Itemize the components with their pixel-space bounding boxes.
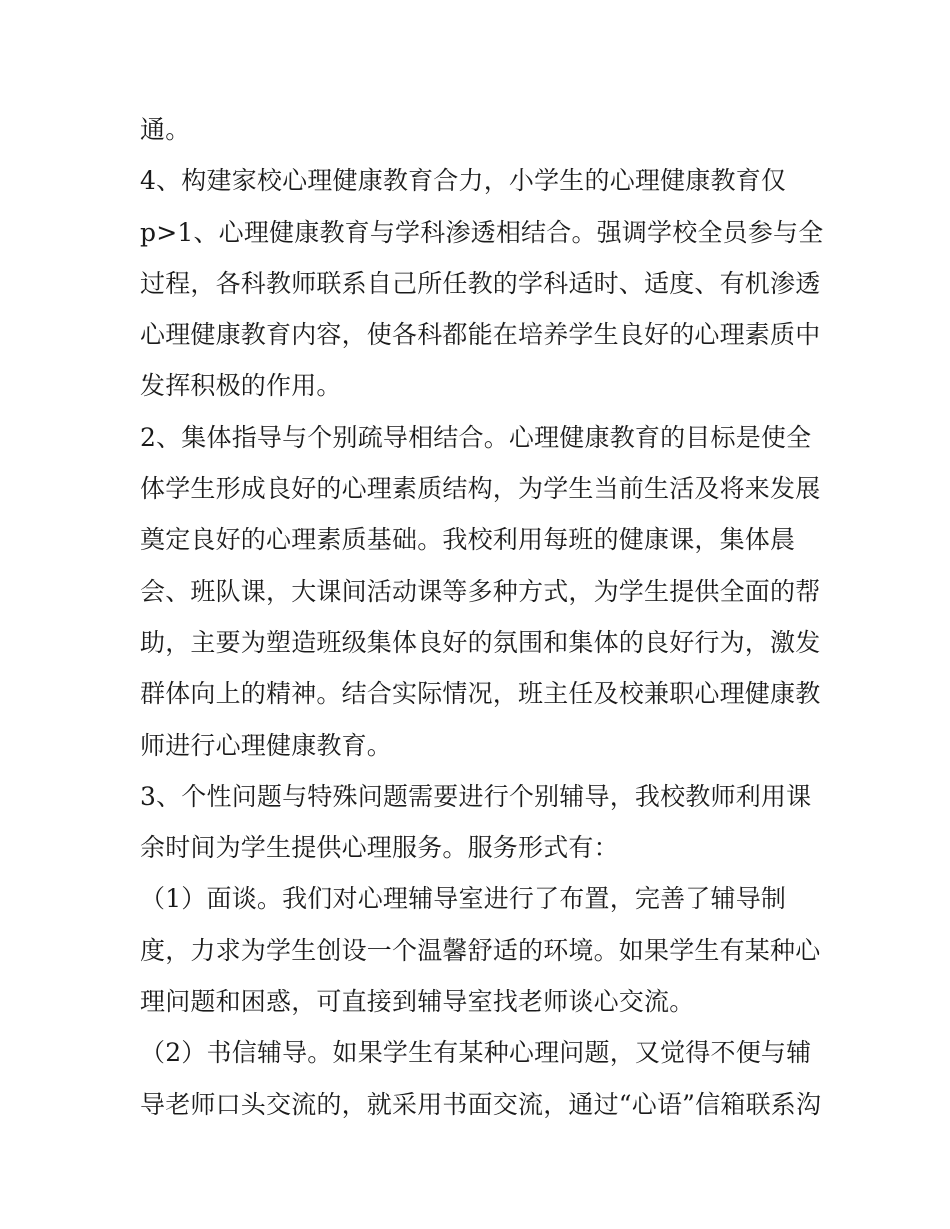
text-line: 体学生形成良好的心理素质结构，为学生当前生活及将来发展 — [140, 474, 821, 504]
text-line: 通。 — [140, 115, 191, 144]
text-line: 心理健康教育内容，使各科都能在培养学生良好的心理素质中 — [140, 320, 821, 350]
text-line: 度，力求为学生创设一个温馨舒适的环境。如果学生有某种心 — [140, 935, 821, 965]
text-line: （2）书信辅导。如果学生有某种心理问题，又觉得不便与辅 — [140, 1038, 812, 1068]
text-line: 师进行心理健康教育。 — [140, 730, 393, 760]
text-line: 4、构建家校心理健康教育合力，小学生的心理健康教育仅 — [140, 166, 787, 196]
text-line: 2、集体指导与个别疏导相结合。心理健康教育的目标是使全 — [140, 422, 812, 452]
text-line: 理问题和困惑，可直接到辅导室找老师谈心交流。 — [140, 987, 695, 1017]
text-line: 过程，各科教师联系自己所任教的学科适时、适度、有机渗透 — [140, 268, 821, 298]
document-body — [140, 104, 824, 1130]
text-line: 助，主要为塑造班级集体良好的氛围和集体的良好行为，激发 — [140, 627, 821, 657]
text-line: 导老师口头交流的，就采用书面交流，通过“心语”信箱联系沟 — [140, 1089, 822, 1119]
text-line: 会、班队课，大课间活动课等多种方式，为学生提供全面的帮 — [140, 576, 821, 606]
text-line: 3、个性问题与特殊问题需要进行个别辅导，我校教师利用课 — [140, 781, 812, 811]
text-line: 奠定良好的心理素质基础。我校利用每班的健康课，集体晨 — [140, 525, 796, 555]
text-line: （1）面谈。我们对心理辅导室进行了布置，完善了辅导制 — [140, 884, 787, 914]
text-line: p>1、心理健康教育与学科渗透相结合。强调学校全员参与全 — [140, 217, 824, 247]
text-line: 群体向上的精神。结合实际情况，班主任及校兼职心理健康教 — [140, 679, 821, 709]
text-line: 余时间为学生提供心理服务。服务形式有： — [140, 833, 619, 863]
text-line: 发挥积极的作用。 — [140, 371, 342, 401]
